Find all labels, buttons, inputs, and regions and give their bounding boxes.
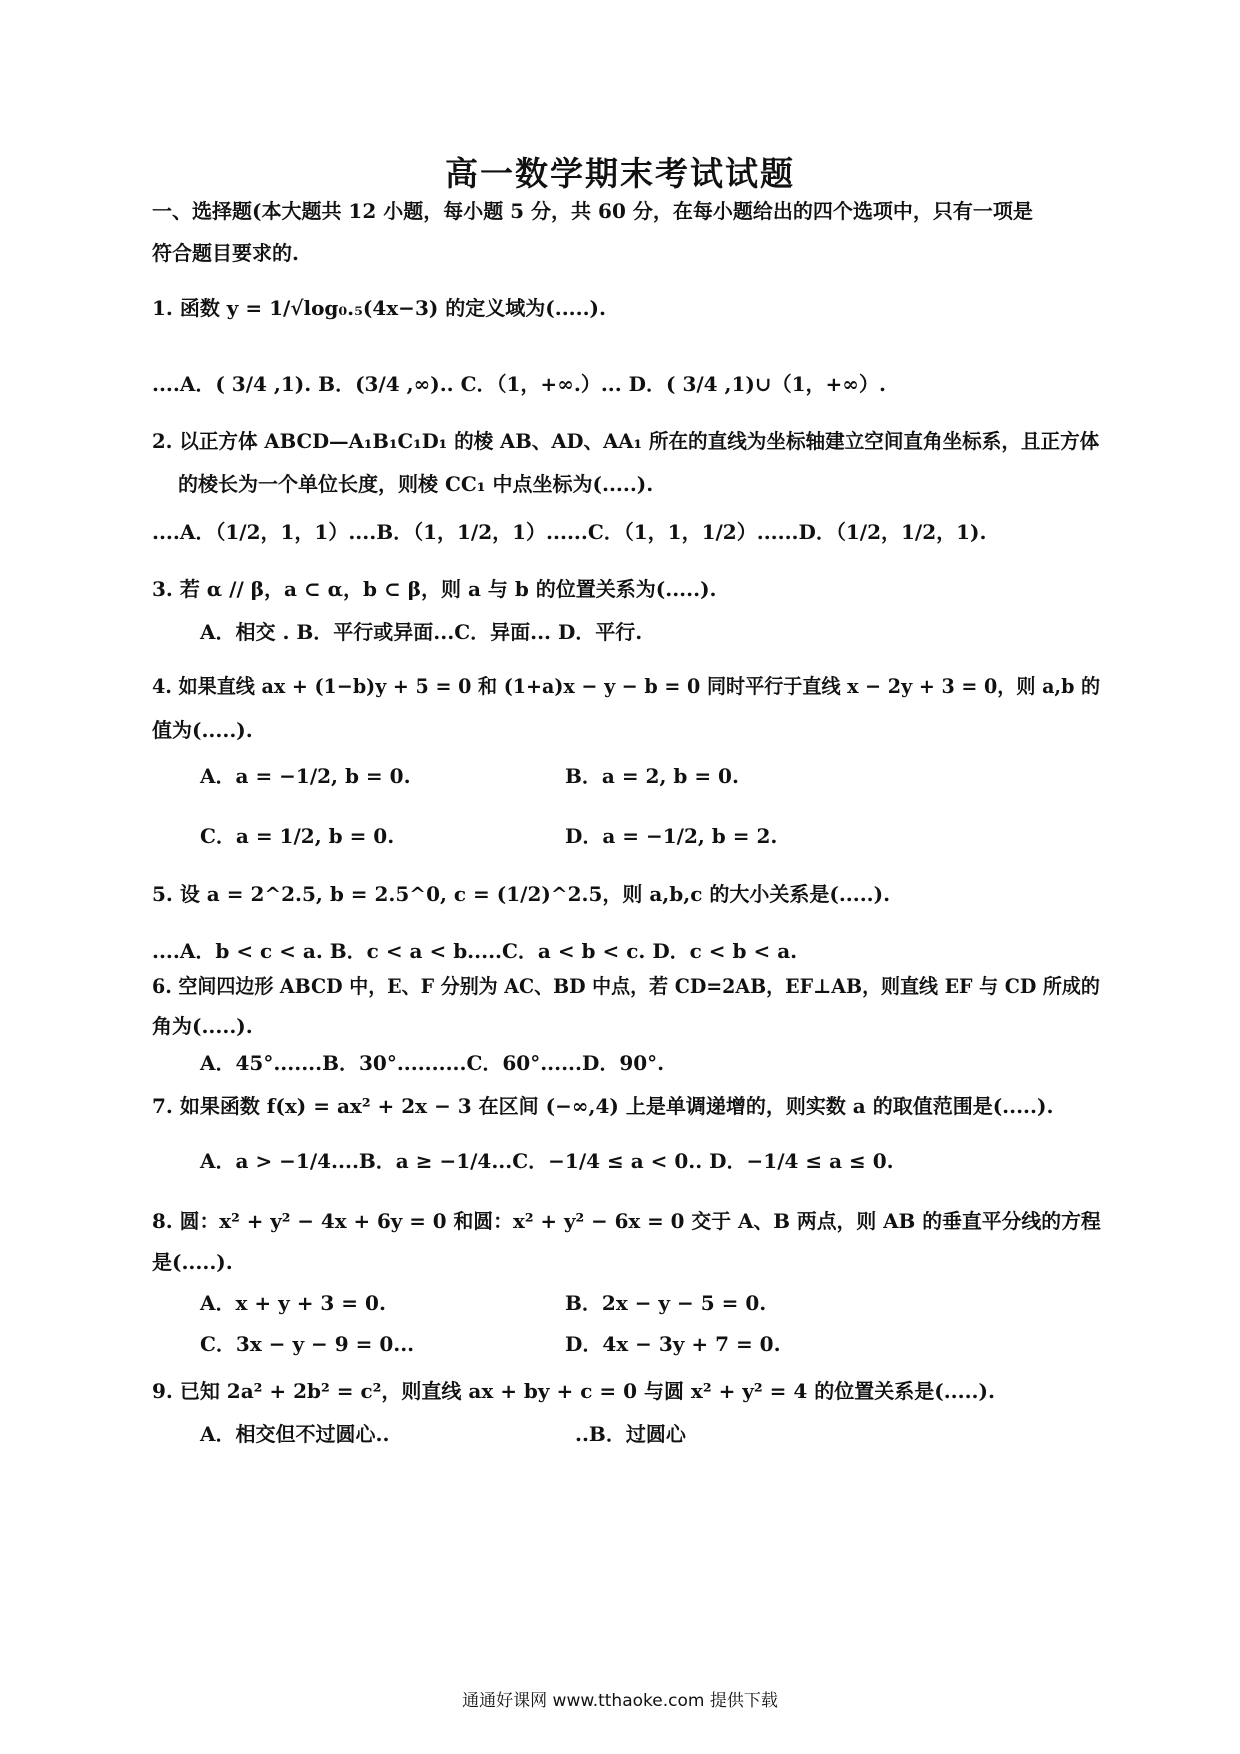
question-1-stem: 1. 函数 y = 1/√log₀.₅(4x−3) 的定义域为(.....).	[152, 296, 606, 320]
question-9-option-b: ..B．过圆心	[575, 1422, 686, 1446]
question-4-stem-line1: 4. 如果直线 ax + (1−b)y + 5 = 0 和 (1+a)x − y − b = 0 同时平行于直线 x − 2y + 3 = 0，则 a,b 的	[152, 674, 1101, 698]
section-heading-line2: 符合题目要求的.	[152, 241, 299, 265]
question-8-option-a: A．x + y + 3 = 0.	[200, 1291, 386, 1315]
question-6-stem-line2: 角为(.....).	[152, 1014, 253, 1038]
page-title: 高一数学期末考试试题	[445, 154, 795, 193]
question-8-option-d: D．4x − 3y + 7 = 0.	[565, 1332, 781, 1356]
question-3-options: A．相交 . B．平行或异面...C．异面... D．平行.	[200, 620, 643, 644]
question-9-option-a: A．相交但不过圆心..	[200, 1422, 390, 1446]
question-1-options: ....A．( 3/4 ,1). B．(3/4 ,∞).. C．（1，+∞.）... D．( 3/4 ,1)∪（1，+∞）.	[152, 372, 886, 396]
question-7-stem: 7. 如果函数 f(x) = ax² + 2x − 3 在区间 (−∞,4) 上是单调递增的，则实数 a 的取值范围是(.....).	[152, 1094, 1054, 1118]
question-4-option-d: D．a = −1/2, b = 2.	[565, 824, 778, 848]
section-heading-line1: 一、选择题(本大题共 12 小题，每小题 5 分，共 60 分，在每小题给出的四个选项中，只有一项是	[152, 199, 1033, 223]
question-6-stem-line1: 6. 空间四边形 ABCD 中，E、F 分别为 AC、BD 中点，若 CD=2AB，EF⊥AB，则直线 EF 与 CD 所成的	[152, 974, 1100, 998]
question-7-options: A．a > −1/4....B．a ≥ −1/4...C．−1/4 ≤ a < 0.. D．−1/4 ≤ a ≤ 0.	[200, 1149, 894, 1173]
question-4-option-c: C．a = 1/2, b = 0.	[200, 824, 395, 848]
question-2-stem-line1: 2. 以正方体 ABCD—A₁B₁C₁D₁ 的棱 AB、AD、AA₁ 所在的直线为坐标轴建立空间直角坐标系，且正方体	[152, 429, 1100, 453]
question-8-stem-line1: 8. 圆：x² + y² − 4x + 6y = 0 和圆：x² + y² − 6x = 0 交于 A、B 两点，则 AB 的垂直平分线的方程	[152, 1209, 1101, 1233]
question-8-stem-line2: 是(.....).	[152, 1250, 233, 1274]
question-4-option-b: B．a = 2, b = 0.	[565, 764, 739, 788]
question-6-options: A．45°.......B．30°..........C．60°......D．90°.	[200, 1051, 665, 1075]
question-5-options: ....A．b < c < a. B．c < a < b.....C．a < b < c. D．c < b < a.	[152, 939, 798, 963]
question-3-stem: 3. 若 α // β，a ⊂ α，b ⊂ β，则 a 与 b 的位置关系为(.....).	[152, 577, 717, 601]
question-8-option-b: B．2x − y − 5 = 0.	[565, 1291, 767, 1315]
question-8-option-c: C．3x − y − 9 = 0...	[200, 1332, 415, 1356]
footer-source-note: 通通好课网 www.tthaoke.com 提供下载	[462, 1691, 778, 1711]
question-4-stem-line2: 值为(.....).	[152, 718, 253, 742]
question-5-stem: 5. 设 a = 2^2.5, b = 2.5^0, c = (1/2)^2.5，则 a,b,c 的大小关系是(.....).	[152, 882, 891, 906]
question-9-stem: 9. 已知 2a² + 2b² = c²，则直线 ax + by + c = 0 与圆 x² + y² = 4 的位置关系是(.....).	[152, 1379, 995, 1403]
question-2-options: ....A．（1/2，1，1）....B．（1，1/2，1）......C．（1，1，1/2）......D．（1/2，1/2，1).	[152, 520, 987, 544]
question-2-stem-line2: 的棱长为一个单位长度，则棱 CC₁ 中点坐标为(.....).	[178, 472, 654, 496]
question-4-option-a: A．a = −1/2, b = 0.	[200, 764, 411, 788]
